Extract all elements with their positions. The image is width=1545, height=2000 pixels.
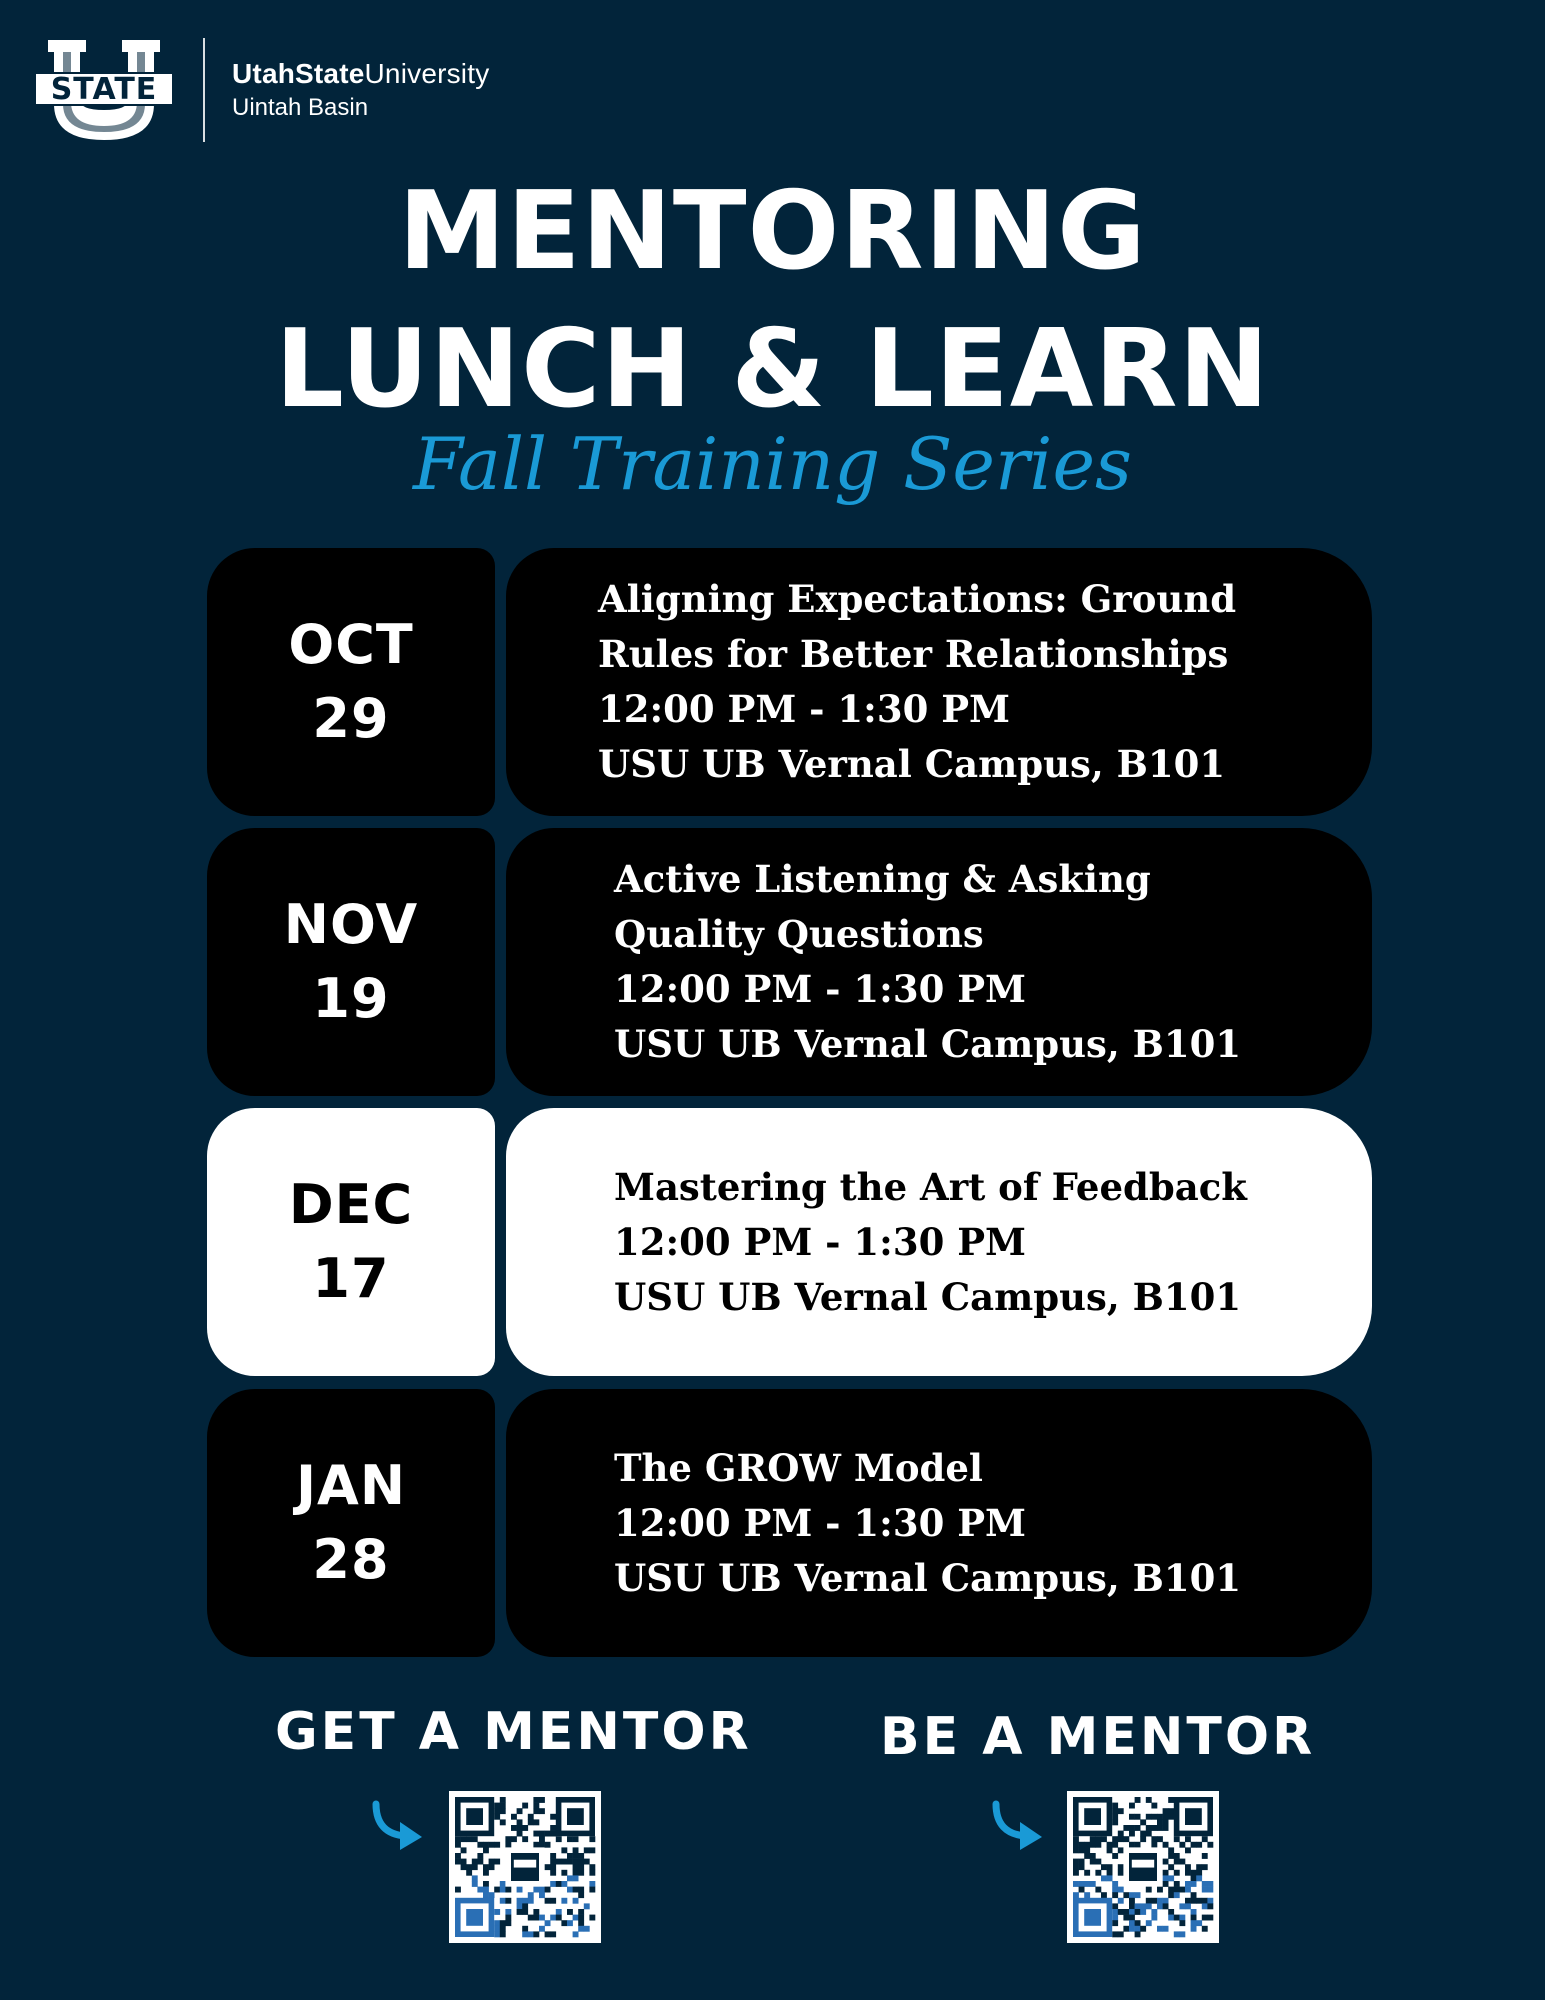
university-name xyxy=(232,58,489,90)
session-card-dec xyxy=(207,1108,1372,1376)
session-time: 12:00 PM - 1:30 PM xyxy=(614,1219,1026,1264)
session-details xyxy=(506,828,1372,1096)
session-topic: The GROW Model xyxy=(614,1445,983,1490)
session-day: 28 xyxy=(312,1528,390,1591)
header-divider xyxy=(203,38,205,142)
session-day: 19 xyxy=(312,967,390,1030)
session-card-oct xyxy=(207,548,1372,816)
get-mentor-qr-code[interactable] xyxy=(449,1791,601,1943)
curved-arrow-icon xyxy=(370,1800,428,1852)
session-topic: Mastering the Art of Feedback xyxy=(614,1164,1247,1209)
page-title-line1: MENTORING xyxy=(398,169,1147,294)
page-title-line2: LUNCH & LEARN xyxy=(275,307,1270,432)
campus-name: Uintah Basin xyxy=(232,94,369,121)
session-location: USU UB Vernal Campus, B101 xyxy=(614,1274,1242,1319)
session-topic-cont: Rules for Better Relationships xyxy=(598,632,1229,676)
session-date xyxy=(207,1108,495,1376)
session-location: USU UB Vernal Campus, B101 xyxy=(614,1022,1242,1066)
get-a-mentor-heading: GET A MENTOR xyxy=(275,1702,752,1762)
session-topic: Aligning Expectations: Ground xyxy=(598,577,1237,621)
session-date xyxy=(207,828,495,1096)
session-time: 12:00 PM - 1:30 PM xyxy=(614,967,1026,1011)
session-date xyxy=(207,1389,495,1657)
session-location: USU UB Vernal Campus, B101 xyxy=(614,1555,1242,1600)
session-day: 17 xyxy=(312,1247,390,1310)
session-details xyxy=(506,1108,1372,1376)
be-a-mentor-heading: BE A MENTOR xyxy=(880,1707,1316,1767)
session-month: JAN xyxy=(295,1454,407,1517)
session-month: DEC xyxy=(288,1173,414,1236)
logo-state-text: STATE xyxy=(50,72,158,107)
session-location: USU UB Vernal Campus, B101 xyxy=(598,742,1226,786)
be-mentor-qr-code[interactable] xyxy=(1067,1791,1219,1943)
session-date xyxy=(207,548,495,816)
page-subtitle: Fall Training Series xyxy=(412,422,1132,506)
session-month: NOV xyxy=(283,893,419,956)
session-topic-cont: Quality Questions xyxy=(614,912,984,956)
session-details xyxy=(506,548,1372,816)
session-month: OCT xyxy=(288,613,414,676)
session-card-nov xyxy=(207,828,1372,1096)
session-time: 12:00 PM - 1:30 PM xyxy=(614,1500,1026,1545)
session-time: 12:00 PM - 1:30 PM xyxy=(598,687,1010,731)
usu-state-logo xyxy=(34,38,174,142)
session-topic: Active Listening & Asking xyxy=(614,857,1151,901)
session-day: 29 xyxy=(312,687,390,750)
university-name-bold: UtahState xyxy=(232,58,365,89)
session-details xyxy=(506,1389,1372,1657)
university-name-regular: University xyxy=(364,58,490,89)
session-card-jan xyxy=(207,1389,1372,1657)
curved-arrow-icon xyxy=(990,1800,1048,1852)
